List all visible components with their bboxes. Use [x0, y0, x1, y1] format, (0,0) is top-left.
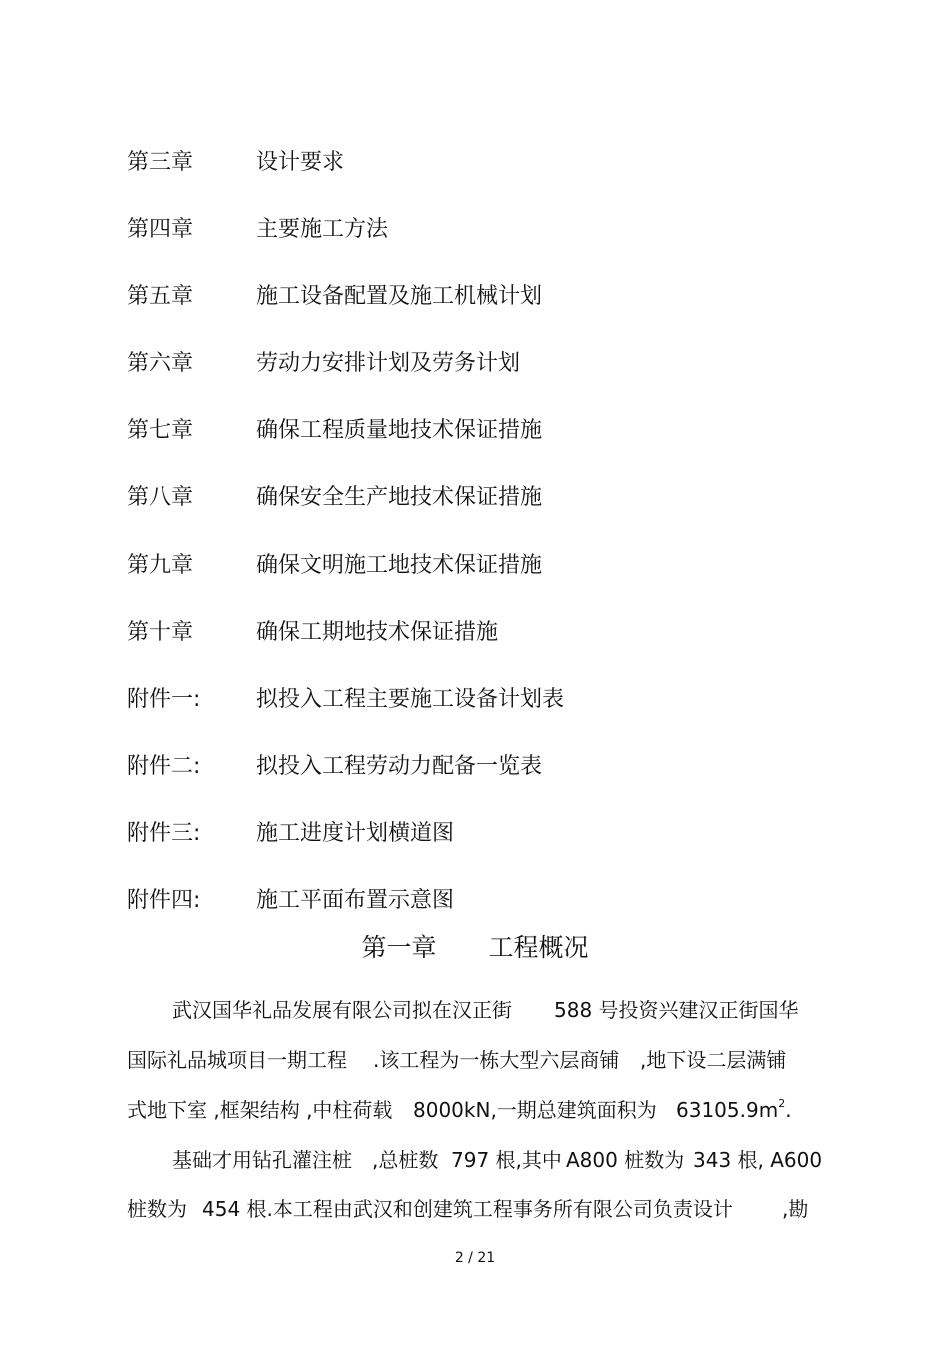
text-segment: 式地下室 ,框架结构 ,中柱荷载: [127, 1098, 393, 1122]
paragraph-line: [127, 1045, 347, 1075]
paragraph-line: [413, 1095, 657, 1125]
toc-entry-title: 拟投入工程主要施工设备计划表: [256, 687, 565, 712]
toc-entry-label: 第五章: [127, 284, 194, 309]
paragraph-line: [202, 1194, 733, 1224]
paragraph-line: [172, 1145, 352, 1175]
text-segment: 桩数为: [127, 1197, 187, 1221]
toc-entry-label: 第九章: [127, 553, 194, 578]
text-segment: 454 根.本工程由武汉和创建筑工程事务所有限公司负责设计: [202, 1197, 733, 1221]
paragraph-line: [451, 1145, 562, 1175]
toc-entry-label: 第八章: [127, 485, 194, 510]
toc-entry-label: 第三章: [127, 150, 194, 175]
text-segment: 武汉国华礼品发展有限公司拟在汉正街: [172, 998, 512, 1022]
paragraph-line: [372, 1145, 438, 1175]
paragraph-line: [782, 1194, 808, 1224]
text-segment: 797 根,其中: [451, 1148, 562, 1172]
toc-entry-title: 确保工程质量地技术保证措施: [256, 418, 543, 443]
toc-entry-title: 施工进度计划横道图: [256, 821, 455, 846]
toc-entry-label: 第十章: [127, 620, 194, 645]
paragraph-line: [566, 1145, 684, 1175]
toc-entry-title: 拟投入工程劳动力配备一览表: [256, 754, 543, 779]
toc-entry-label: 第七章: [127, 418, 194, 443]
text-segment: ,勘: [782, 1197, 809, 1221]
toc-entry-label: 附件四:: [127, 888, 201, 913]
toc-entry-title: 确保工期地技术保证措施: [256, 620, 499, 645]
paragraph-line: [127, 1095, 392, 1125]
toc-entry-title: 施工设备配置及施工机械计划: [256, 284, 543, 309]
paragraph-line: [676, 1095, 792, 1125]
text-segment: 63105.9m: [676, 1098, 779, 1122]
page-number: 2 / 21: [454, 1250, 496, 1266]
paragraph-line: [693, 1145, 822, 1175]
superscript: 2: [778, 1097, 786, 1110]
paragraph-line: [127, 1194, 187, 1224]
toc-entry-title: 施工平面布置示意图: [256, 888, 455, 913]
toc-entry-label: 附件二:: [127, 754, 201, 779]
text-segment: 基础才用钻孔灌注桩: [172, 1148, 352, 1172]
toc-entry-title: 确保文明施工地技术保证措施: [256, 553, 543, 578]
text-segment: 343 根, A600: [693, 1148, 823, 1172]
paragraph-line: [373, 1045, 619, 1075]
paragraph-line: [172, 995, 512, 1025]
text-segment: ,地下设二层满铺: [640, 1048, 787, 1072]
toc-entry-label: 第四章: [127, 217, 194, 242]
text-segment: A800 桩数为: [566, 1148, 685, 1172]
text-segment: .: [785, 1098, 792, 1122]
chapter-number: 第一章: [361, 933, 437, 962]
text-segment: 国际礼品城项目一期工程: [127, 1048, 347, 1072]
paragraph-line: [640, 1045, 786, 1075]
toc-entry-label: 附件三:: [127, 821, 201, 846]
paragraph-line: [554, 995, 799, 1025]
toc-entry-label: 第六章: [127, 351, 194, 376]
text-segment: 588 号投资兴建汉正街国华: [554, 998, 799, 1022]
toc-entry-label: 附件一:: [127, 687, 201, 712]
chapter-heading: [0, 930, 950, 966]
toc-entry-title: 设计要求: [256, 150, 345, 175]
toc-entry-title: 劳动力安排计划及劳务计划: [256, 351, 521, 376]
toc-entry-title: 确保安全生产地技术保证措施: [256, 485, 543, 510]
text-segment: .该工程为一栋大型六层商铺: [373, 1048, 620, 1072]
text-segment: ,总桩数: [372, 1148, 439, 1172]
toc-entry-title: 主要施工方法: [256, 217, 389, 242]
text-segment: 8000kN,一期总建筑面积为: [413, 1098, 657, 1122]
chapter-title: 工程概况: [488, 933, 589, 962]
